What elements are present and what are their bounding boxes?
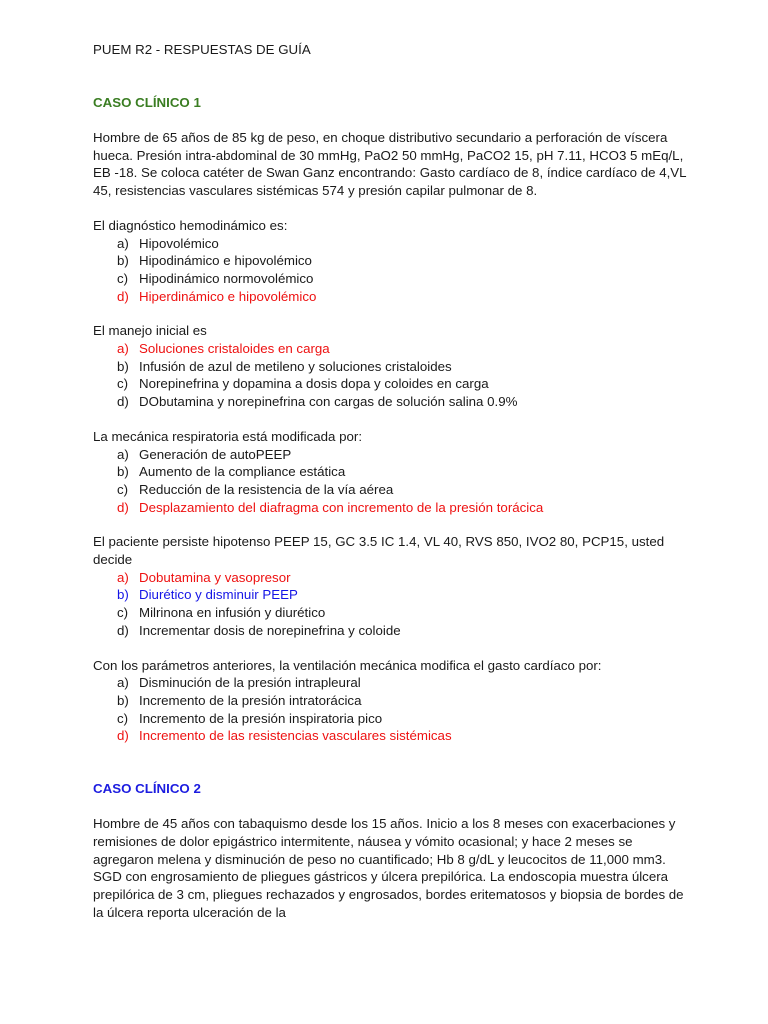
option-letter: b) <box>117 692 129 708</box>
document-page <box>93 41 693 921</box>
option-text: Incremento de la presión intratorácica <box>139 692 362 708</box>
option-text: Diurético y disminuir PEEP <box>139 587 298 603</box>
option-b <box>117 463 693 481</box>
option-letter: c) <box>117 376 129 392</box>
question-5-stem: Con los parámetros anteriores, la ventilación mecánica modifica el gasto cardíaco por: <box>93 657 602 673</box>
option-b-answer <box>117 586 693 604</box>
document-title: PUEM R2 - RESPUESTAS DE GUÍA <box>93 42 311 57</box>
option-text: Infusión de azul de metileno y soluciones cristaloides <box>139 358 452 374</box>
option-letter: a) <box>117 235 129 251</box>
option-letter: c) <box>117 481 129 497</box>
option-letter: b) <box>117 358 129 374</box>
question-4 <box>93 533 693 639</box>
option-text: Aumento de la compliance estática <box>139 464 346 480</box>
option-letter: c) <box>117 710 129 726</box>
option-letter: c) <box>117 605 129 621</box>
option-letter: a) <box>117 675 129 691</box>
question-1-stem: El diagnóstico hemodinámico es: <box>93 217 288 233</box>
option-text: Hipodinámico e hipovolémico <box>139 253 312 269</box>
question-5-options <box>93 674 693 745</box>
question-3-stem: La mecánica respiratoria está modificada por: <box>93 428 363 444</box>
option-a-answer <box>117 340 693 358</box>
option-a-answer <box>117 569 693 587</box>
option-a <box>117 446 693 464</box>
question-4-options <box>93 569 693 640</box>
option-c <box>117 375 693 393</box>
question-3 <box>93 428 693 517</box>
option-text: Milrinona en infusión y diurético <box>139 605 326 621</box>
option-text: Hiperdinámico e hipovolémico <box>139 288 317 304</box>
option-d-answer <box>117 727 693 745</box>
option-b <box>117 252 693 270</box>
question-3-options <box>93 446 693 517</box>
option-text: Generación de autoPEEP <box>139 446 292 462</box>
option-text: Incrementar dosis de norepinefrina y coloide <box>139 622 401 638</box>
option-a <box>117 235 693 253</box>
option-letter: b) <box>117 587 129 603</box>
option-d <box>117 622 693 640</box>
option-text: Hipodinámico normovolémico <box>139 270 314 286</box>
option-letter: c) <box>117 270 129 286</box>
option-text: Reducción de la resistencia de la vía aérea <box>139 481 394 497</box>
question-2-options <box>93 340 693 411</box>
case-2-heading: CASO CLÍNICO 2 <box>93 781 201 797</box>
option-letter: d) <box>117 499 129 515</box>
option-letter: b) <box>117 253 129 269</box>
question-5 <box>93 657 693 746</box>
option-text: Hipovolémico <box>139 235 219 251</box>
option-text: Disminución de la presión intrapleural <box>139 675 361 691</box>
question-1 <box>93 217 693 306</box>
option-b <box>117 692 693 710</box>
option-text: Dobutamina y vasopresor <box>139 569 291 585</box>
case-2-description: Hombre de 45 años con tabaquismo desde los 15 años. Inicio a los 8 meses con exacerbaciones y remisiones de dolor epigástrico intermitente, náusea y vómito ocasional; y hace 2 meses se agregaron melena y disminución de peso no cuantificado; Hb 8 g/dL y leucocitos de 11,000 mm3. SGD con engrosamiento de pliegues gástricos y úlcera prepilórica. La endoscopia muestra úlcera prepilórica de 3 cm, pliegues rechazados y engrosados, bordes eritematosos y biopsia de bordes de la úlcera reporta ulceración de la <box>93 816 684 920</box>
question-4-stem: El paciente persiste hipotenso PEEP 15, GC 3.5 IC 1.4, VL 40, RVS 850, IVO2 80, PCP15, usted decide <box>93 534 665 568</box>
option-d-answer <box>117 499 693 517</box>
option-letter: d) <box>117 728 129 744</box>
option-c <box>117 604 693 622</box>
option-letter: d) <box>117 288 129 304</box>
option-letter: b) <box>117 464 129 480</box>
option-text: DObutamina y norepinefrina con cargas de solución salina 0.9% <box>139 394 518 410</box>
option-c <box>117 710 693 728</box>
question-2-stem: El manejo inicial es <box>93 323 207 339</box>
option-d <box>117 393 693 411</box>
question-2 <box>93 322 693 411</box>
option-b <box>117 358 693 376</box>
option-c <box>117 270 693 288</box>
option-text: Soluciones cristaloides en carga <box>139 341 330 357</box>
option-a <box>117 674 693 692</box>
option-c <box>117 481 693 499</box>
option-text: Incremento de la presión inspiratoria pico <box>139 710 383 726</box>
option-letter: a) <box>117 446 129 462</box>
option-text: Desplazamiento del diafragma con incremento de la presión torácica <box>139 499 544 515</box>
option-letter: a) <box>117 341 129 357</box>
option-letter: a) <box>117 569 129 585</box>
option-letter: d) <box>117 394 129 410</box>
question-1-options <box>93 235 693 306</box>
case-1-description: Hombre de 65 años de 85 kg de peso, en choque distributivo secundario a perforación de víscera hueca. Presión intra-abdominal de 30 mmHg, PaO2 50 mmHg, PaCO2 15, pH 7.11, HCO3 5 mEq/L, EB -18. Se coloca catéter de Swan Ganz encontrando: Gasto cardíaco de 8, índice cardíaco de 4,VL 45, resistencias vasculares sistémicas 574 y presión capilar pulmonar de 8. <box>93 130 687 199</box>
option-text: Norepinefrina y dopamina a dosis dopa y coloides en carga <box>139 376 489 392</box>
case-1-heading: CASO CLÍNICO 1 <box>93 95 201 110</box>
option-d-answer <box>117 288 693 306</box>
option-text: Incremento de las resistencias vasculares sistémicas <box>139 728 452 744</box>
option-letter: d) <box>117 622 129 638</box>
